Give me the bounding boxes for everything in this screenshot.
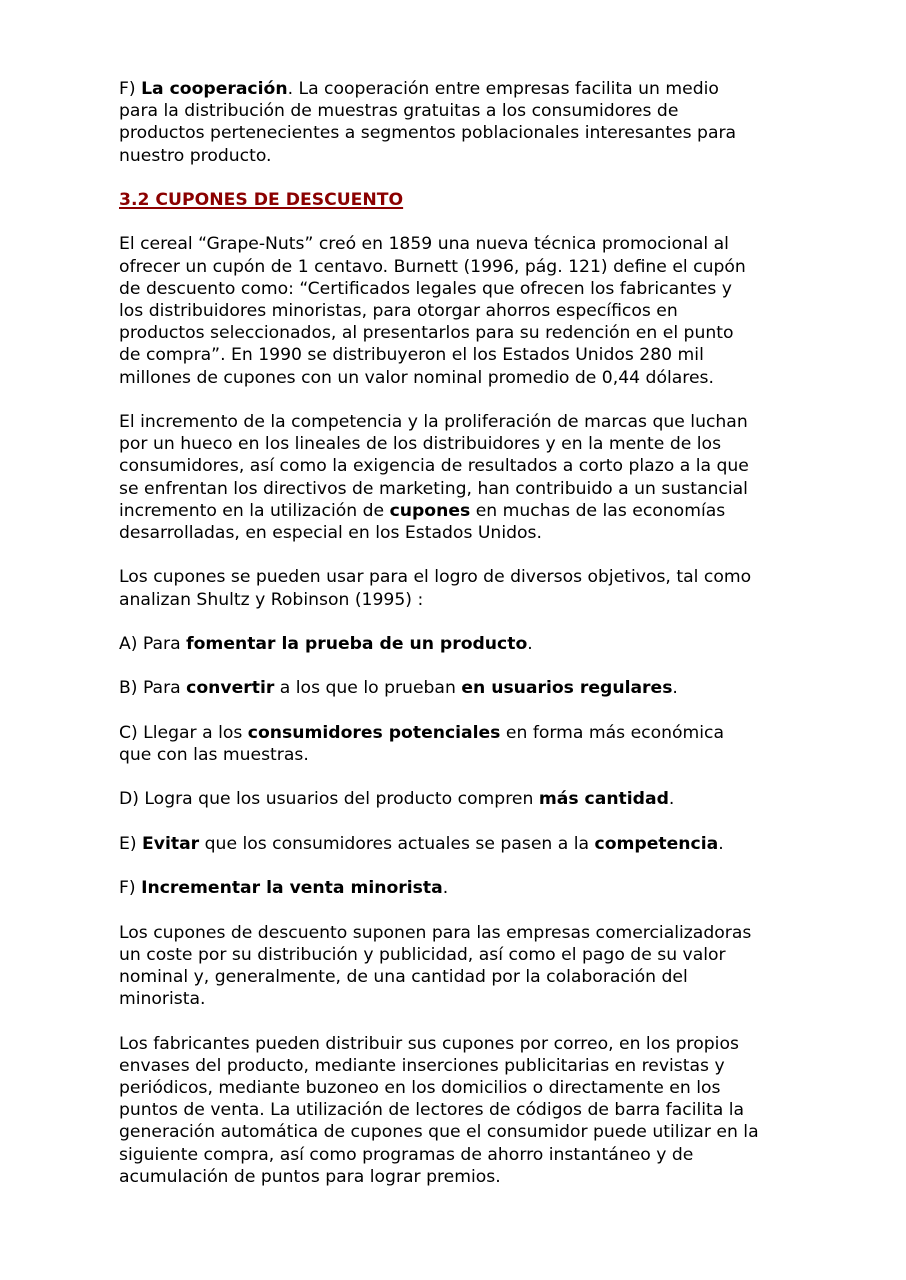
- paragraph-coste: [119, 922, 809, 1011]
- text-line: . La cooperación entre empresas facilita un medio: [287, 79, 719, 99]
- text-line: Los fabricantes pueden distribuir sus cupones por correo, en los propios: [119, 1033, 739, 1054]
- text-fragment: .: [672, 678, 678, 699]
- section-heading-wrapper: [119, 189, 809, 211]
- text-fragment: que los consumidores actuales se pasen a la: [199, 833, 595, 854]
- text-line: El incremento de la competencia y la proliferación de marcas que luchan: [119, 412, 748, 432]
- list-marker: F): [119, 79, 142, 99]
- text-fragment: .: [527, 634, 533, 654]
- text-line: puntos de venta. La utilización de lectores de códigos de barra facilita la: [119, 1100, 745, 1121]
- text-line: por un hueco en los lineales de los distribuidores y en la mente de los: [119, 434, 722, 455]
- text-fragment: incremento en la utilización de: [119, 500, 390, 521]
- text-line: un coste por su distribución y publicidad, así como el pago de su valor: [119, 944, 726, 965]
- text-line: ofrecer un cupón de 1 centavo. Burnett (1996, pág. 121) define el cupón: [119, 256, 746, 277]
- text-line: para la distribución de muestras gratuitas a los consumidores de: [119, 101, 679, 122]
- text-fragment: en muchas de las economías: [470, 500, 726, 521]
- text-line: nuestro producto.: [119, 145, 272, 166]
- bold-term: cupones: [389, 500, 471, 521]
- section-heading: 3.2 CUPONES DE DESCUENTO: [119, 190, 404, 210]
- text-fragment: C) Llegar a los: [119, 722, 248, 743]
- text-line: nominal y, generalmente, de una cantidad por la colaboración del: [119, 966, 688, 987]
- paragraph-f-cooperacion: [119, 78, 809, 167]
- text-line: de compra”. En 1990 se distribuyeron el los Estados Unidos 280 mil: [119, 345, 704, 366]
- text-line: consumidores, así como la exigencia de resultados a corto plazo a la que: [119, 456, 749, 477]
- text-line: periódicos, mediante buzoneo en los domicilios o directamente en los: [119, 1077, 721, 1098]
- text-fragment: a los que lo prueban: [274, 678, 462, 699]
- text-line: productos seleccionados, al presentarlos para su redención en el punto: [119, 323, 734, 344]
- text-line: generación automática de cupones que el consumidor puede utilizar en la: [119, 1122, 759, 1143]
- paragraph-fabricantes: [119, 1033, 809, 1188]
- text-line: productos pertenecientes a segmentos poblacionales interesantes para: [119, 123, 737, 144]
- text-fragment: .: [668, 789, 675, 810]
- text-fragment: A) Para: [119, 634, 187, 654]
- text-line: los distribuidores minoristas, para otorgar ahorros específicos en: [119, 301, 678, 321]
- list-item-c: [119, 722, 809, 766]
- document-page: [119, 78, 809, 1210]
- bold-term: convertir: [186, 678, 275, 699]
- text-line: siguiente compra, así como programas de ahorro instantáneo y de: [119, 1144, 694, 1165]
- list-item-f: [119, 877, 809, 899]
- bold-term: en usuarios regulares: [461, 678, 673, 699]
- list-item-b: [119, 677, 809, 699]
- text-line: millones de cupones con un valor nominal promedio de 0,44 dólares.: [119, 367, 714, 388]
- text-line: Los cupones se pueden usar para el logro de diversos objetivos, tal como: [119, 567, 752, 588]
- text-line: desarrolladas, en especial en los Estados Unidos.: [119, 523, 542, 544]
- text-fragment: D) Logra que los usuarios del producto compren: [119, 789, 539, 810]
- text-line: El cereal “Grape-Nuts” creó en 1859 una nueva técnica promocional al: [119, 234, 729, 255]
- text-line: minorista.: [119, 989, 206, 1010]
- text-fragment: F): [119, 878, 142, 899]
- text-line: de descuento como: “Certificados legales que ofrecen los fabricantes y: [119, 278, 732, 299]
- list-item-a: [119, 633, 809, 655]
- bold-term: fomentar la prueba de un producto: [186, 634, 528, 654]
- paragraph-objetivos: [119, 566, 809, 610]
- text-line: envases del producto, mediante inserciones publicitarias en revistas y: [119, 1055, 725, 1076]
- bold-term: Incrementar la venta minorista: [141, 878, 443, 899]
- text-line: que con las muestras.: [119, 744, 309, 765]
- text-line: analizan Shultz y Robinson (1995) :: [119, 589, 424, 610]
- paragraph-grape-nuts: [119, 233, 809, 388]
- bold-term: consumidores potenciales: [247, 722, 501, 743]
- bold-term: La cooperación: [141, 79, 288, 99]
- list-item-d: [119, 788, 809, 810]
- text-fragment: en forma más económica: [500, 722, 725, 743]
- bold-term: competencia: [594, 833, 719, 854]
- text-fragment: E): [119, 833, 143, 854]
- bold-term: Evitar: [142, 833, 200, 854]
- paragraph-incremento: [119, 411, 809, 544]
- text-line: acumulación de puntos para lograr premios.: [119, 1166, 501, 1187]
- text-fragment: .: [718, 833, 724, 854]
- text-line: Los cupones de descuento suponen para las empresas comercializadoras: [119, 922, 752, 943]
- text-line: se enfrentan los directivos de marketing, han contribuido a un sustancial: [119, 478, 748, 499]
- text-fragment: .: [442, 878, 449, 899]
- list-item-e: [119, 833, 809, 855]
- text-fragment: B) Para: [119, 678, 187, 699]
- bold-term: más cantidad: [538, 789, 669, 810]
